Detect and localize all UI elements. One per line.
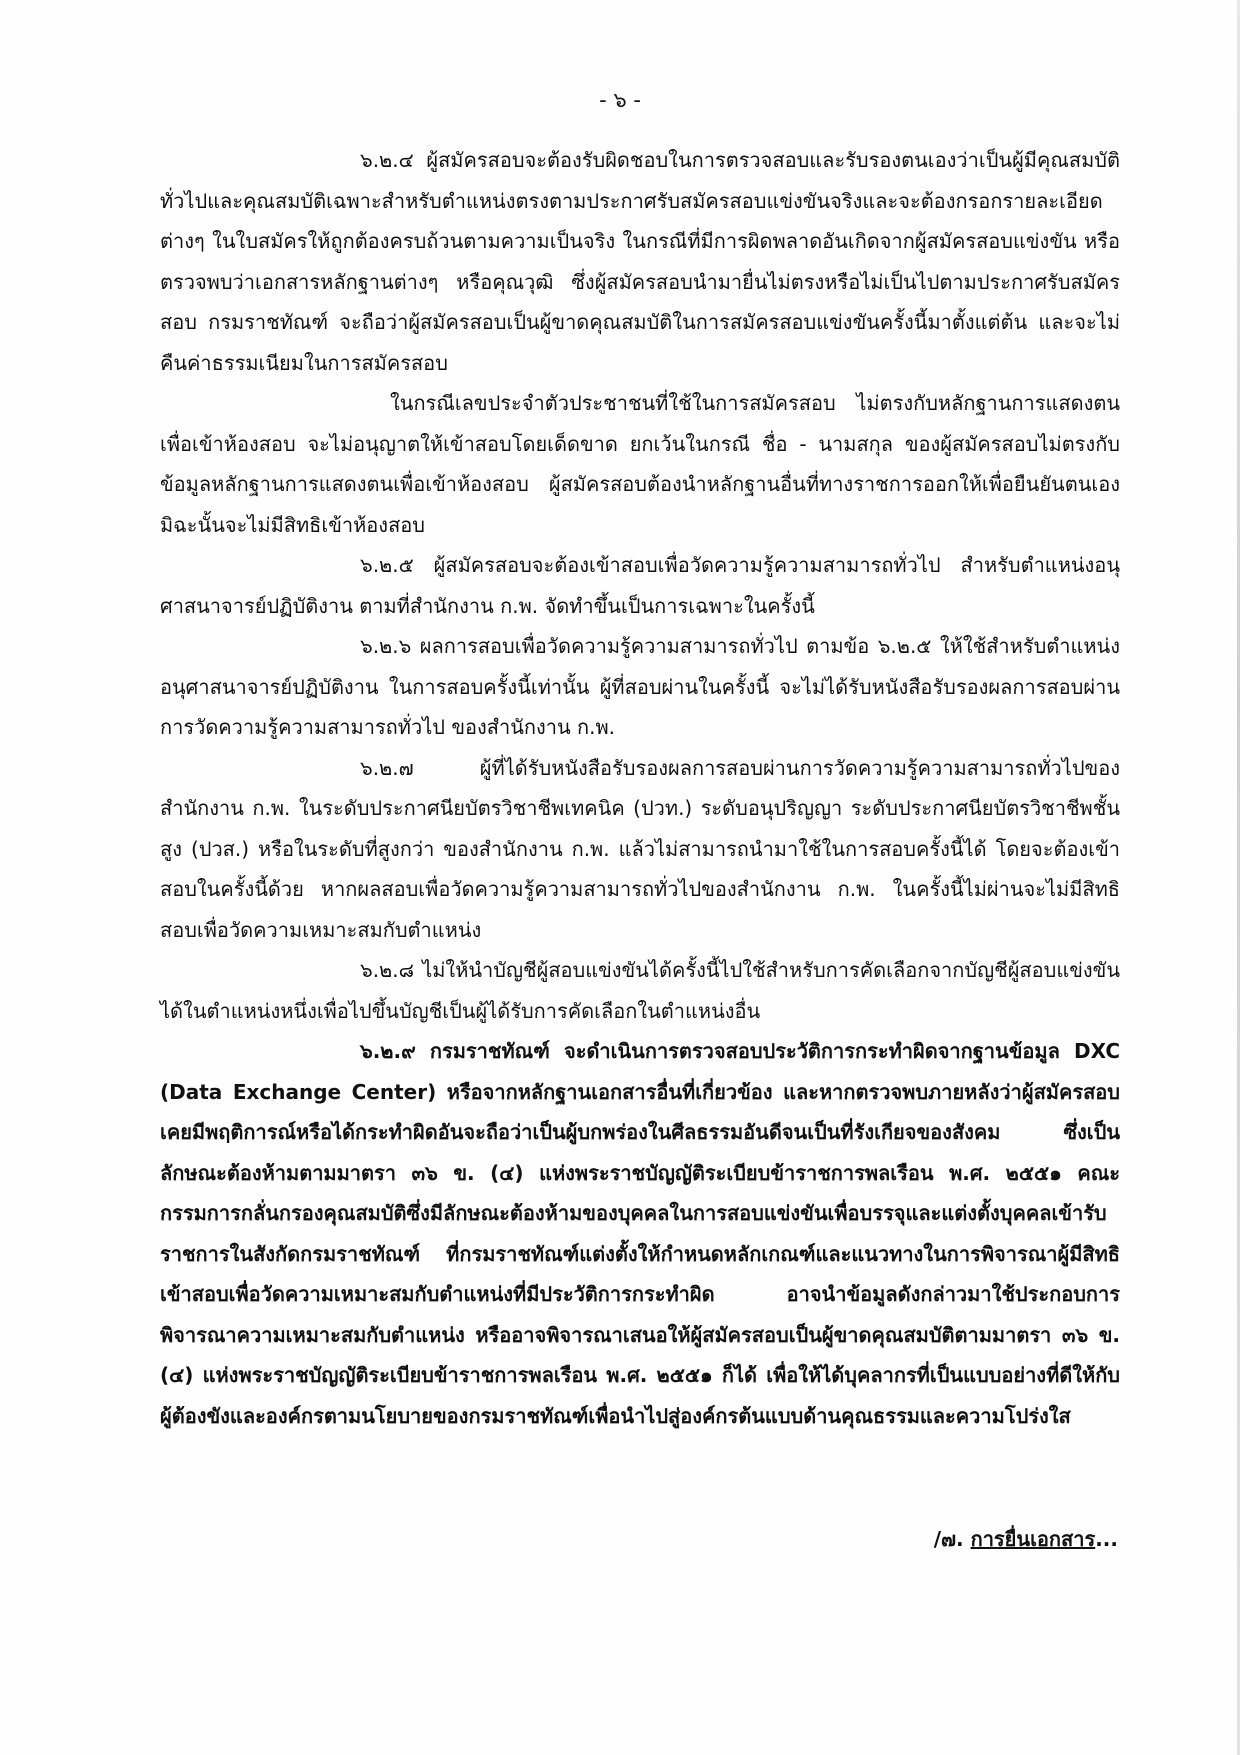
continuation-ellipsis: ... (1095, 1527, 1118, 1551)
continuation-next-section: การยื่นเอกสาร (970, 1527, 1096, 1551)
paragraph-6-2-6: ๖.๒.๖ ผลการสอบเพื่อวัดความรู้ความสามารถทั่วไป ตามข้อ ๖.๒.๕ ให้ใช้สำหรับตำแหน่งอนุศาสนาจารย์ปฏิบัติงาน ในการสอบครั้งนี้เท่านั้น ผู้ที่สอบผ่านในครั้งนี้ จะไม่ได้รับหนังสือรับรองผลการสอบผ่านการวัดความรู้ความสามารถทั่วไป ของสำนักงาน ก.พ. (160, 634, 1120, 739)
continuation-note (934, 1523, 1118, 1555)
paragraph-6-2-7: ๖.๒.๗ ผู้ที่ได้รับหนังสือรับรองผลการสอบผ่านการวัดความรู้ความสามารถทั่วไปของสำนักงาน ก.พ. ในระดับประกาศนียบัตรวิชาชีพเทคนิค (ปวท.) ระดับอนุปริญญา ระดับประกาศนียบัตรวิชาชีพชั้นสูง (ปวส.) หรือในระดับที่สูงกว่า ของสำนักงาน ก.พ. แล้วไม่สามารถนำมาใช้ในการสอบครั้งนี้ได้ โดยจะต้องเข้าสอบในครั้งนี้ด้วย หากผลสอบเพื่อวัดความรู้ความสามารถทั่วไปของสำนักงาน ก.พ. ในครั้งนี้ไม่ผ่านจะไม่มีสิทธิสอบเพื่อวัดความเหมาะสมกับตำแหน่ง (160, 755, 1120, 942)
document-body (160, 140, 1120, 1436)
continuation-prefix: /๗. (933, 1527, 971, 1551)
paragraph-6-2-8: ๖.๒.๘ ไม่ให้นำบัญชีผู้สอบแข่งขันได้ครั้งนี้ไปใช้สำหรับการคัดเลือกจากบัญชีผู้สอบแข่งขันได้ในตำแหน่งหนึ่งเพื่อไปขึ้นบัญชีเป็นผู้ได้รับการคัดเลือกในตำแหน่งอื่น (160, 958, 1120, 1023)
paragraph-6-2-9: ๖.๒.๙ กรมราชทัณฑ์ จะดำเนินการตรวจสอบประวัติการกระทำผิดจากฐานข้อมูล DXC (Data Exchange Center) หรือจากหลักฐานเอกสารอื่นที่เกี่ยวข้อง และหากตรวจพบภายหลังว่าผู้สมัครสอบเคยมีพฤติการณ์หรือได้กระทำผิดอันจะถือว่าเป็นผู้บกพร่องในศีลธรรมอันดีจนเป็นที่รังเกียจของสังคม ซึ่งเป็นลักษณะต้องห้ามตามมาตรา ๓๖ ข. (๔) แห่งพระราชบัญญัติระเบียบข้าราชการพลเรือน พ.ศ. ๒๕๕๑ คณะกรรมการกลั่นกรองคุณสมบัติซึ่งมีลักษณะต้องห้ามของบุคคลในการสอบแข่งขันเพื่อบรรจุและแต่งตั้งบุคคลเข้ารับราชการในสังกัดกรมราชทัณฑ์ ที่กรมราชทัณฑ์แต่งตั้งให้กำหนดหลักเกณฑ์และแนวทางในการพิจารณาผู้มีสิทธิเข้าสอบเพื่อวัดความเหมาะสมกับตำแหน่งที่มีประวัติการกระทำผิด อาจนำข้อมูลดังกล่าวมาใช้ประกอบการพิจารณาความเหมาะสมกับตำแหน่ง หรืออาจพิจารณาเสนอให้ผู้สมัครสอบเป็นผู้ขาดคุณสมบัติตามมาตรา ๓๖ ข.(๔) แห่งพระราชบัญญัติระเบียบข้าราชการพลเรือน พ.ศ. ๒๕๕๑ ก็ได้ เพื่อให้ได้บุคลากรที่เป็นแบบอย่างที่ดีให้กับผู้ต้องขังและองค์กรตามนโยบายของกรมราชทัณฑ์เพื่อนำไปสู่องค์กรต้นแบบด้านคุณธรรมและความโปร่งใส (160, 1039, 1120, 1428)
page-number: - ๖ - (599, 88, 641, 112)
paragraph-6-2-4: ๖.๒.๔ ผู้สมัครสอบจะต้องรับผิดชอบในการตรวจสอบและรับรองตนเองว่าเป็นผู้มีคุณสมบัติทั่วไปและคุณสมบัติเฉพาะสำหรับตำแหน่งตรงตามประกาศรับสมัครสอบแข่งขันจริงและจะต้องกรอกรายละเอียดต่างๆ ในใบสมัครให้ถูกต้องครบถ้วนตามความเป็นจริง ในกรณีที่มีการผิดพลาดอันเกิดจากผู้สมัครสอบแข่งขัน หรือตรวจพบว่าเอกสารหลักฐานต่างๆ หรือคุณวุฒิ ซึ่งผู้สมัครสอบนำมายื่นไม่ตรงหรือไม่เป็นไปตามประกาศรับสมัครสอบ กรมราชทัณฑ์ จะถือว่าผู้สมัครสอบเป็นผู้ขาดคุณสมบัติในการสมัครสอบแข่งขันครั้งนี้มาตั้งแต่ต้น และจะไม่คืนค่าธรรมเนียมในการสมัครสอบ (160, 148, 1120, 375)
paragraph-6-2-5: ๖.๒.๕ ผู้สมัครสอบจะต้องเข้าสอบเพื่อวัดความรู้ความสามารถทั่วไป สำหรับตำแหน่งอนุศาสนาจารย์ปฏิบัติงาน ตามที่สำนักงาน ก.พ. จัดทำขึ้นเป็นการเฉพาะในครั้งนี้ (160, 553, 1120, 618)
paragraph-id-card-note: ในกรณีเลขประจำตัวประชาชนที่ใช้ในการสมัครสอบ ไม่ตรงกับหลักฐานการแสดงตนเพื่อเข้าห้องสอบ จะไม่อนุญาตให้เข้าสอบโดยเด็ดขาด ยกเว้นในกรณี ชื่อ - นามสกุล ของผู้สมัครสอบไม่ตรงกับข้อมูลหลักฐานการแสดงตนเพื่อเข้าห้องสอบ ผู้สมัครสอบต้องนำหลักฐานอื่นที่ทางราชการออกให้เพื่อยืนยันตนเอง มิฉะนั้นจะไม่มีสิทธิเข้าห้องสอบ (160, 391, 1120, 537)
